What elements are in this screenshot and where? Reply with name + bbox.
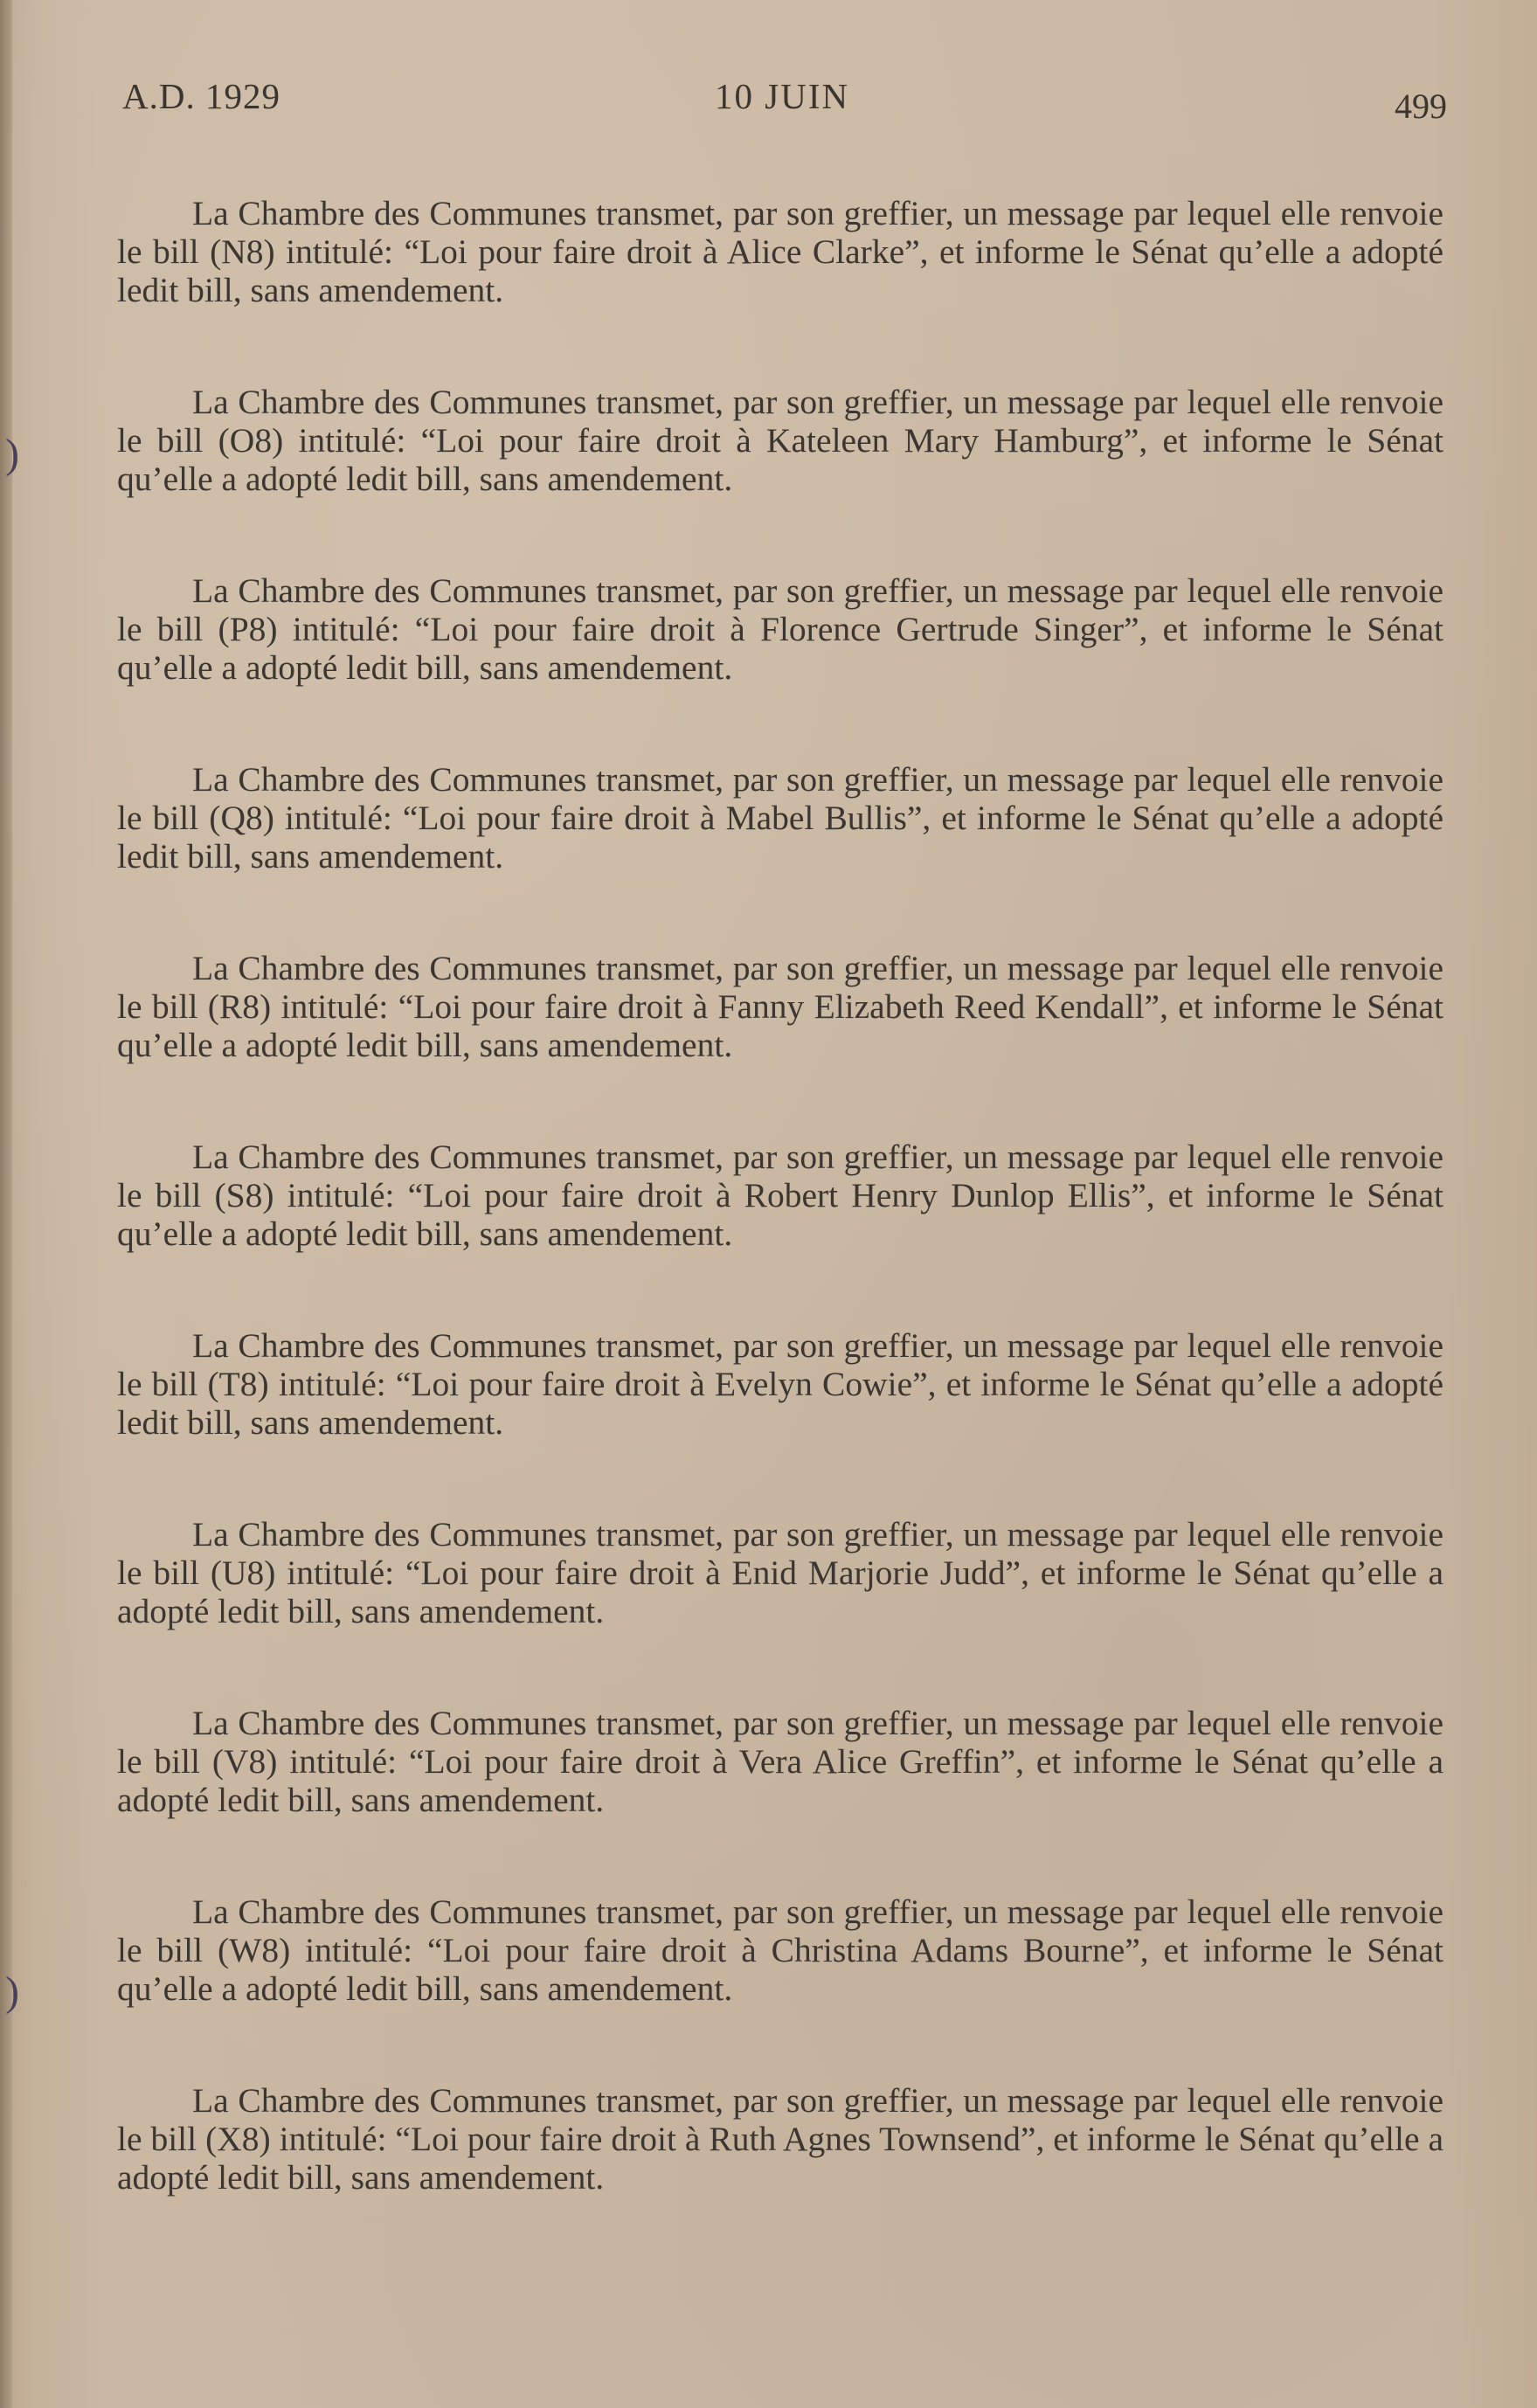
header-year: A.D. 1929 (122, 76, 280, 116)
header-date: 10 JUIN (715, 76, 850, 116)
paragraph: La Chambre des Communes transmet, par son greffier, un message par lequel elle renvoie le bill (N8) intitulé: “Loi pour faire droit à Alice Clarke”, et informe le Sénat qu’elle a adopté ledit bill, sans amendement. (117, 194, 1444, 309)
paragraph: La Chambre des Communes transmet, par son greffier, un message par lequel elle renvoie le bill (X8) intitulé: “Loi pour faire droit à Ruth Agnes Townsend”, et informe le Sénat qu’elle a adopté ledit bill, sans amendement. (117, 2081, 1444, 2197)
page-header (122, 75, 1447, 128)
paragraph: La Chambre des Communes transmet, par son greffier, un message par lequel elle renvoie le bill (Q8) intitulé: “Loi pour faire droit à Mabel Bullis”, et informe le Sénat qu’elle a adopté ledit bill, sans amendement. (117, 760, 1444, 875)
paragraph: La Chambre des Communes transmet, par son greffier, un message par lequel elle renvoie le bill (O8) intitulé: “Loi pour faire droit à Kateleen Mary Hamburg”, et informe le Sénat qu’elle a adopté ledit bill, sans amendement. (117, 383, 1444, 498)
paragraph: La Chambre des Communes transmet, par son greffier, un message par lequel elle renvoie le bill (T8) intitulé: “Loi pour faire droit à Evelyn Cowie”, et informe le Sénat qu’elle a adopté ledit bill, sans amendement. (117, 1326, 1444, 1442)
paragraph: La Chambre des Communes transmet, par son greffier, un message par lequel elle renvoie le bill (W8) intitulé: “Loi pour faire droit à Christina Adams Bourne”, et informe le Sénat qu’elle a adopté ledit bill, sans amendement. (117, 1892, 1444, 2008)
paragraph: La Chambre des Communes transmet, par son greffier, un message par lequel elle renvoie le bill (S8) intitulé: “Loi pour faire droit à Robert Henry Dunlop Ellis”, et informe le Sénat qu’elle a adopté ledit bill, sans amendement. (117, 1138, 1444, 1253)
page-body (117, 194, 1444, 2270)
paragraph: La Chambre des Communes transmet, par son greffier, un message par lequel elle renvoie le bill (R8) intitulé: “Loi pour faire droit à Fanny Elizabeth Reed Kendall”, et informe le Sénat qu’elle a adopté ledit bill, sans amendement. (117, 949, 1444, 1064)
paragraph: La Chambre des Communes transmet, par son greffier, un message par lequel elle renvoie le bill (V8) intitulé: “Loi pour faire droit à Vera Alice Greffin”, et informe le Sénat qu’elle a adopté ledit bill, sans amendement. (117, 1704, 1444, 1819)
paragraph: La Chambre des Communes transmet, par son greffier, un message par lequel elle renvoie le bill (P8) intitulé: “Loi pour faire droit à Florence Gertrude Singer”, et informe le Sénat qu’elle a adopté ledit bill, sans amendement. (117, 571, 1444, 687)
binding-edge (0, 0, 12, 2408)
page-number: 499 (1395, 86, 1447, 126)
margin-mark: ) (5, 1969, 19, 2015)
margin-mark: ) (5, 431, 19, 477)
paragraph: La Chambre des Communes transmet, par son greffier, un message par lequel elle renvoie le bill (U8) intitulé: “Loi pour faire droit à Enid Marjorie Judd”, et informe le Sénat qu’elle a adopté ledit bill, sans amendement. (117, 1515, 1444, 1630)
